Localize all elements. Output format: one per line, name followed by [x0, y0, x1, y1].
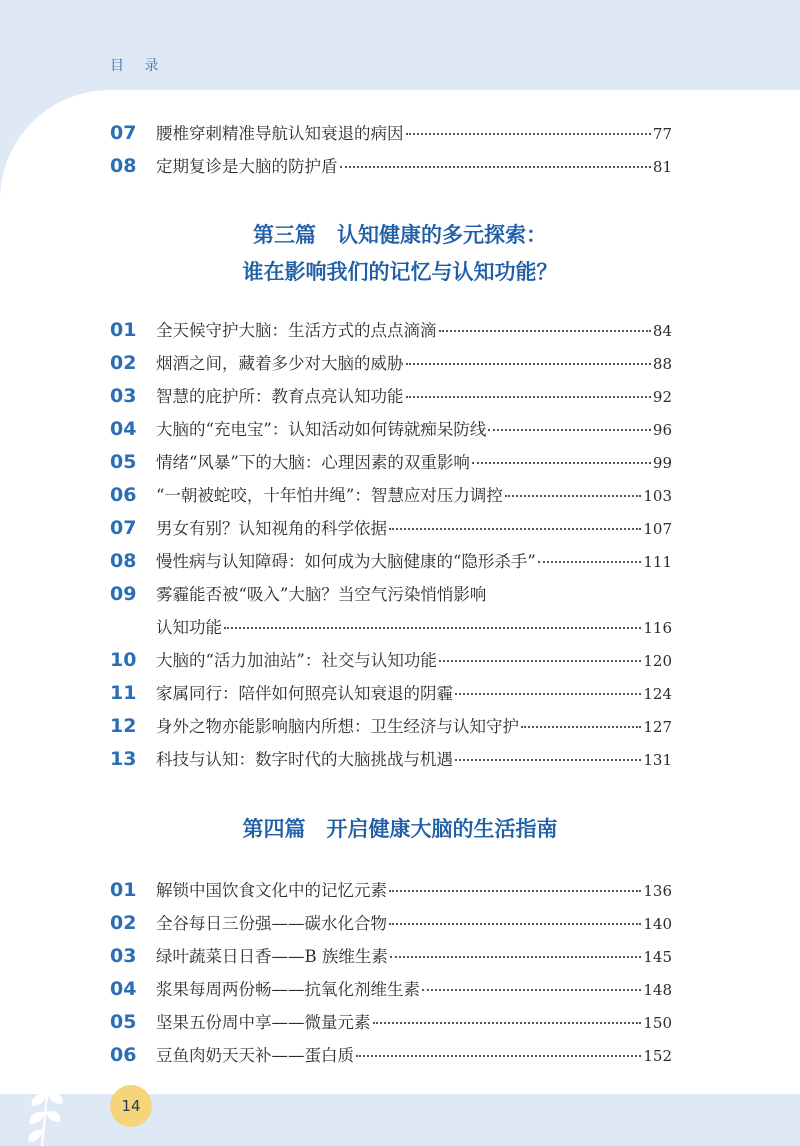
dot-leader [439, 660, 641, 662]
toc-number: 09 [110, 583, 137, 605]
toc-title: 家属同行：陪伴如何照亮认知衰退的阴霾 [156, 684, 453, 703]
toc-title: 大脑的“活力加油站”：社交与认知功能 [156, 651, 437, 670]
dot-leader [406, 396, 651, 398]
toc-title: 身外之物亦能影响脑内所想：卫生经济与认知守护 [156, 717, 519, 736]
toc-title: 智慧的庇护所：教育点亮认知功能 [156, 387, 404, 406]
header-label: 目 录 [110, 58, 167, 74]
toc-number: 03 [110, 385, 137, 407]
toc-title: 科技与认知：数字时代的大脑挑战与机遇 [156, 750, 453, 769]
toc-page-number: 120 [643, 652, 672, 670]
dot-leader [340, 166, 651, 168]
dot-leader [472, 462, 651, 464]
toc-page-number: 103 [643, 487, 672, 505]
dot-leader [488, 429, 651, 431]
toc-number: 08 [110, 155, 137, 177]
toc-number: 13 [110, 748, 137, 770]
toc-page-number: 150 [643, 1014, 672, 1032]
toc-page-number: 145 [643, 948, 672, 966]
toc-number: 02 [110, 912, 137, 934]
dot-leader [373, 1022, 642, 1024]
toc-title: 全天候守护大脑：生活方式的点点滴滴 [156, 321, 437, 340]
toc-number: 04 [110, 418, 137, 440]
toc-number: 08 [110, 550, 137, 572]
toc-title: 认知功能 [156, 618, 222, 637]
dot-leader [356, 1055, 641, 1057]
dot-leader [224, 627, 641, 629]
dot-leader [406, 363, 651, 365]
dot-leader [422, 989, 641, 991]
toc-number: 05 [110, 451, 137, 473]
toc-number: 07 [110, 122, 137, 144]
dot-leader [406, 133, 651, 135]
toc-number: 04 [110, 978, 137, 1000]
toc-page-number: 84 [652, 322, 672, 340]
toc-number: 11 [110, 682, 137, 704]
toc-page-number: 148 [643, 981, 672, 999]
toc-row-continuation[interactable] [110, 614, 672, 640]
toc-row[interactable] [110, 548, 672, 574]
toc-page-number: 99 [652, 454, 672, 472]
toc-row[interactable] [110, 515, 672, 541]
toc-number: 12 [110, 715, 137, 737]
toc-title: 定期复诊是大脑的防护盾 [156, 157, 338, 176]
toc-page-number: 116 [643, 619, 672, 637]
dot-leader [455, 759, 641, 761]
toc-page-number: 92 [652, 388, 672, 406]
toc-row[interactable] [110, 680, 672, 706]
toc-row[interactable] [110, 746, 672, 772]
toc-row[interactable] [110, 877, 672, 903]
toc-number: 06 [110, 1044, 137, 1066]
toc-row[interactable] [110, 350, 672, 376]
toc-row[interactable] [110, 153, 672, 179]
toc-title: “一朝被蛇咬，十年怕井绳”：智慧应对压力调控 [156, 486, 503, 505]
toc-row[interactable] [110, 910, 672, 936]
section-title-line-1: 第三篇 认知健康的多元探索： [253, 223, 547, 247]
toc-page-number: 96 [652, 421, 672, 439]
toc-row[interactable] [110, 647, 672, 673]
toc-row[interactable] [110, 1042, 672, 1068]
toc-number: 05 [110, 1011, 137, 1033]
toc-title: 坚果五份周中享——微量元素 [156, 1013, 371, 1032]
toc-title: 全谷每日三份强——碳水化合物 [156, 914, 387, 933]
toc-title: 情绪“风暴”下的大脑：心理因素的双重影响 [156, 453, 470, 472]
dot-leader [455, 693, 641, 695]
toc-title: 腰椎穿刺精准导航认知衰退的病因 [156, 124, 404, 143]
toc-title: 烟酒之间，藏着多少对大脑的威胁 [156, 354, 404, 373]
toc-row[interactable] [110, 482, 672, 508]
section-title-line-2: 谁在影响我们的记忆与认知功能？ [242, 260, 558, 284]
dot-leader [389, 890, 641, 892]
dot-leader [439, 330, 651, 332]
toc-row[interactable] [110, 1009, 672, 1035]
leaf-decoration-icon [18, 1080, 78, 1146]
toc-number: 03 [110, 945, 137, 967]
toc-title: 慢性病与认知障碍：如何成为大脑健康的“隐形杀手” [156, 552, 536, 571]
dot-leader [521, 726, 641, 728]
toc-page-number: 131 [643, 751, 672, 769]
page-number-badge: 14 [110, 1085, 152, 1127]
toc-page-number: 124 [643, 685, 672, 703]
toc-title: 男女有别？认知视角的科学依据 [156, 519, 387, 538]
dot-leader [505, 495, 641, 497]
toc-title: 浆果每周两份畅——抗氧化剂维生素 [156, 980, 420, 999]
toc-row[interactable] [110, 416, 672, 442]
dot-leader [389, 528, 641, 530]
toc-number: 01 [110, 319, 137, 341]
toc-title: 豆鱼肉奶天天补——蛋白质 [156, 1046, 354, 1065]
toc-row[interactable] [110, 581, 672, 607]
toc-number: 02 [110, 352, 137, 374]
toc-page-number: 127 [643, 718, 672, 736]
dot-leader [390, 956, 641, 958]
dot-leader [538, 561, 641, 563]
toc-row[interactable] [110, 317, 672, 343]
toc-page-number: 140 [643, 915, 672, 933]
toc-number: 01 [110, 879, 137, 901]
toc-page-number: 152 [643, 1047, 672, 1065]
section-title: 第四篇 开启健康大脑的生活指南 [242, 817, 558, 841]
toc-page-number: 107 [643, 520, 672, 538]
dot-leader [389, 923, 641, 925]
toc-row[interactable] [110, 713, 672, 739]
toc-row[interactable] [110, 976, 672, 1002]
toc-number: 07 [110, 517, 137, 539]
toc-title: 雾霾能否被“吸入”大脑？当空气污染悄悄影响 [156, 585, 487, 604]
toc-page-number: 81 [652, 158, 672, 176]
toc-page-number: 111 [643, 553, 672, 571]
toc-row[interactable] [110, 120, 672, 146]
toc-row[interactable] [110, 943, 672, 969]
toc-page-number: 77 [652, 125, 672, 143]
toc-number: 06 [110, 484, 137, 506]
toc-page-number: 136 [643, 882, 672, 900]
toc-title: 大脑的“充电宝”：认知活动如何铸就痴呆防线 [156, 420, 487, 439]
toc-title: 绿叶蔬菜日日香——B 族维生素 [156, 947, 388, 966]
toc-row[interactable] [110, 449, 672, 475]
toc-number: 10 [110, 649, 137, 671]
toc-row[interactable] [110, 383, 672, 409]
toc-title: 解锁中国饮食文化中的记忆元素 [156, 881, 387, 900]
toc-page-number: 88 [652, 355, 672, 373]
